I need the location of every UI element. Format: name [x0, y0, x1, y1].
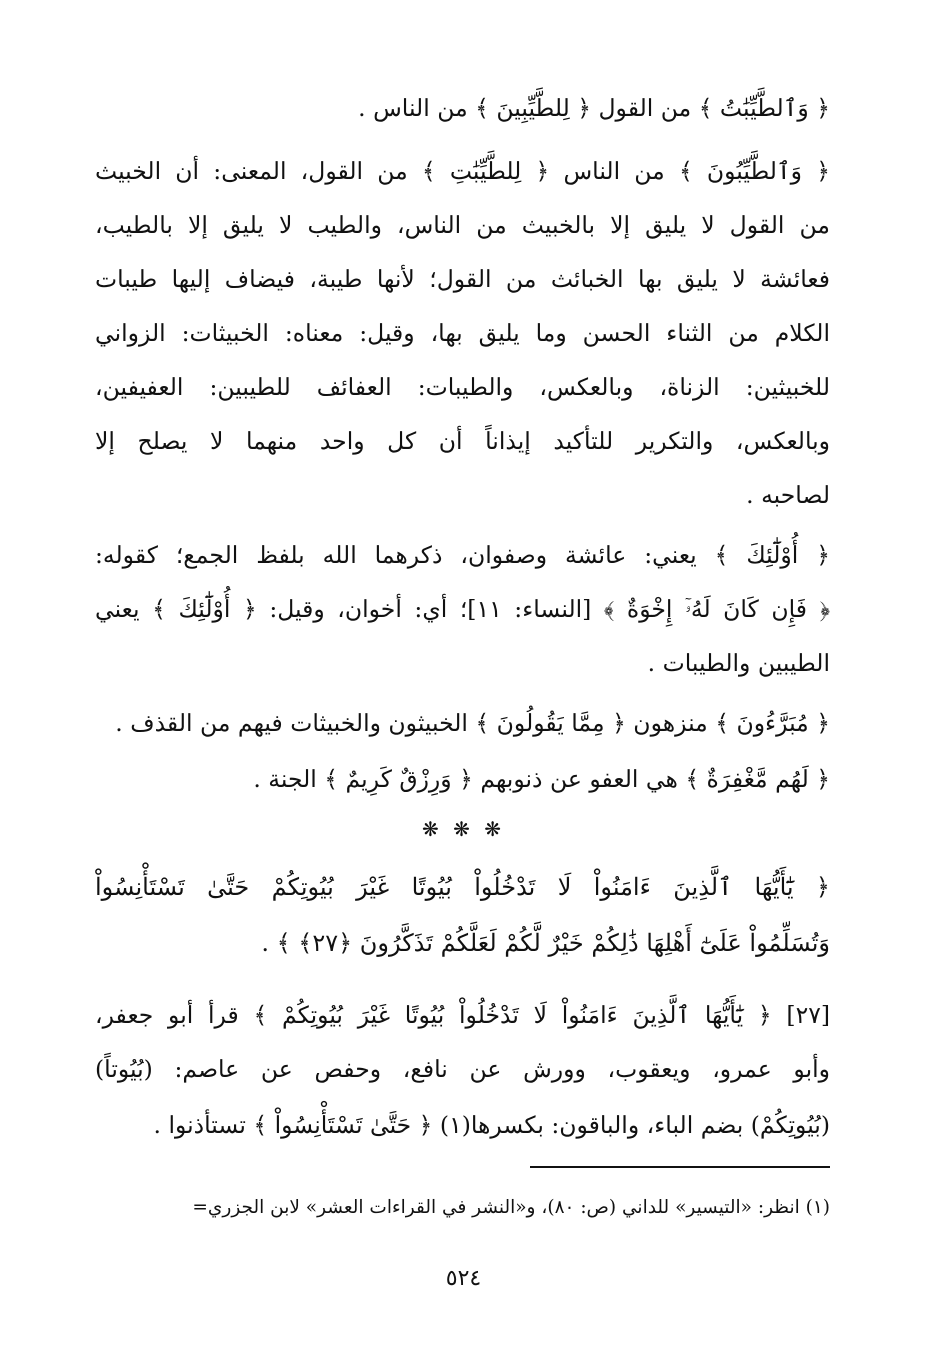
text-line-8: لصاحبه .: [746, 481, 830, 509]
page-number: ٥٢٤: [445, 1266, 482, 1291]
text-line-7: وبالعكس، والتكرير للتأكيد إيذاناً أن كل واحد منهما لا يصلح إلا: [95, 427, 830, 455]
commentary-line-2: وأبو عمرو، ويعقوب، وورش عن نافع، وحفص عن عاصم: (بُيُوتاً): [95, 1055, 830, 1083]
verse-line-2: وَتُسَلِّمُواْ عَلَىٰٓ أَهْلِهَا ذَٰلِكُمْ خَيْرٌ لَّكُمْ لَعَلَّكُمْ تَذَكَّرُونَ ﴿٢٧﴾ ﴾ .: [261, 929, 830, 957]
text-line-3: من القول لا يليق إلا بالخبيث من الناس، والطيب لا يليق إلا بالطيب،: [95, 211, 830, 239]
text-line-12: ﴿ مُبَرَّءُونَ ﴾ منزهون ﴿ مِمَّا يَقُولُونَ ﴾ الخبيثون والخبيثات فيهم من القذف .: [115, 709, 830, 737]
text-line-13: ﴿ لَهُم مَّغْفِرَةٌ ﴾ هي العفو عن ذنوبهم ﴿ وَرِزْقٌ كَرِيمٌ ﴾ الجنة .: [253, 765, 830, 793]
text-line-9: ﴿ أُوْلَٰٓئِكَ ﴾ يعني: عائشة وصفوان، ذكرهما الله بلفظ الجمع؛ كقوله:: [95, 541, 830, 569]
text-line-4: فعائشة لا يليق بها الخبائث من القول؛ لأنها طيبة، فيضاف إليها طيبات: [95, 265, 830, 293]
section-separator: ❋ ❋ ❋: [422, 817, 505, 841]
verse-line-1: ﴿ يَٰٓأَيُّهَا ٱلَّذِينَ ءَامَنُواْ لَا تَدْخُلُواْ بُيُوتًا غَيْرَ بُيُوتِكُمْ حَتَّىٰ تَسْتَأْنِسُواْ: [95, 873, 830, 901]
text-line-2: ﴿ وَٱلطَّيِّبُونَ ﴾ من الناس ﴿ لِلطَّيِّبَٰتِ ﴾ من القول، المعنى: أن الخبيث: [95, 157, 830, 185]
footnote-divider: [530, 1166, 830, 1168]
text-line-1: ﴿ وَٱلطَّيِّبَٰتُ ﴾ من القول ﴿ لِلطَّيِّبِينَ ﴾ من الناس .: [358, 94, 830, 122]
footnote: (١) انظر: «التيسير» للداني (ص: ٨٠)، و«النشر في القراءات العشر» لابن الجزري=: [192, 1197, 830, 1218]
commentary-line-1: [٢٧] ﴿ يَٰٓأَيُّهَا ٱلَّذِينَ ءَامَنُواْ لَا تَدْخُلُواْ بُيُوتًا غَيْرَ بُيُوتِكُمْ ﴾ قرأ أبو جعفر،: [95, 1001, 830, 1029]
text-line-10: ﴿ فَإِن كَانَ لَهُۥٓ إِخْوَةٌ ﴾ [النساء: ١١]؛ أي: أخوان، وقيل: ﴿ أُوْلَٰٓئِكَ ﴾ يعني: [95, 595, 830, 623]
text-line-6: للخبيثين: الزناة، وبالعكس، والطيبات: العفائف للطيبين: العفيفين،: [95, 373, 830, 401]
text-line-5: الكلام من الثناء الحسن وما يليق بها، وقيل: معناه: الخبيثات: الزواني: [95, 319, 830, 347]
text-line-11: الطيبين والطيبات .: [647, 649, 830, 677]
commentary-line-3: (بُيُوتِكُمْ) بضم الباء، والباقون: بكسرها(١) ﴿ حَتَّىٰ تَسْتَأْنِسُواْ ﴾ تستأذنوا .: [153, 1111, 830, 1139]
